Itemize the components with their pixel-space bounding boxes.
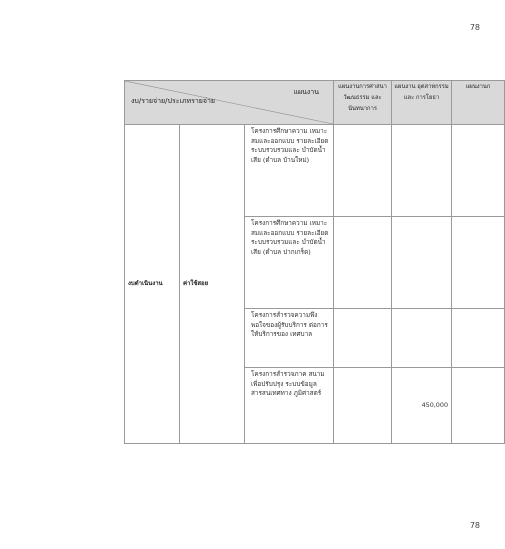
header-corner-cell xyxy=(125,81,334,125)
budget-table xyxy=(124,80,491,442)
amount-cell xyxy=(334,125,392,217)
page-number-top: 78 xyxy=(469,23,480,32)
amount-cell xyxy=(452,368,505,444)
amount-cell xyxy=(392,217,452,309)
project-name-cell: โครงการสำรวจความพึง พอใจของผู้รับบริการ ต่อการให้บริการของ เทศบาล xyxy=(245,309,334,368)
header-column-industry-public-works: แผนงาน อุตสาหกรรมและ การโยธา xyxy=(392,81,452,125)
table-row xyxy=(125,125,505,217)
amount-cell xyxy=(334,309,392,368)
amount-cell xyxy=(334,368,392,444)
project-name-cell: โครงการศึกษาความ เหมาะสมและออกแบบ รายละเอียด ระบบรวบรวมและ บำบัดน้ำเสีย (ตำบล บ้านใหม่) xyxy=(245,125,334,217)
header-column-religion-culture: แผนงานการศาสนา วัฒนธรรม และ นันทนาการ xyxy=(334,81,392,125)
amount-cell xyxy=(334,217,392,309)
page-number-bottom: 78 xyxy=(469,521,480,530)
project-name-cell: โครงการสำรวจภาค สนามเพื่อปรับปรุง ระบบข้อมูล สารสนเทศทาง ภูมิศาสตร์ xyxy=(245,368,334,444)
header-plan-label: แผนงาน xyxy=(293,88,320,96)
amount-cell xyxy=(392,125,452,217)
header-type-label: งบ/รายจ่าย/ประเภทรายจ่าย xyxy=(131,97,216,105)
project-name-cell: โครงการศึกษาความ เหมาะสมและออกแบบ รายละเอียด ระบบรวบรวมและ บำบัดน้ำเสีย (ตำบล ปากเกร็ด) xyxy=(245,217,334,309)
amount-cell xyxy=(392,309,452,368)
expense-type-cell: ค่าใช้สอย xyxy=(180,125,245,444)
table-header-row xyxy=(125,81,505,125)
amount-cell xyxy=(452,125,505,217)
amount-cell xyxy=(452,217,505,309)
amount-cell: 450,000 xyxy=(392,368,452,444)
budget-category-cell: งบดำเนินงาน xyxy=(125,125,180,444)
header-column-truncated: แผนงานก xyxy=(452,81,505,125)
amount-cell xyxy=(452,309,505,368)
